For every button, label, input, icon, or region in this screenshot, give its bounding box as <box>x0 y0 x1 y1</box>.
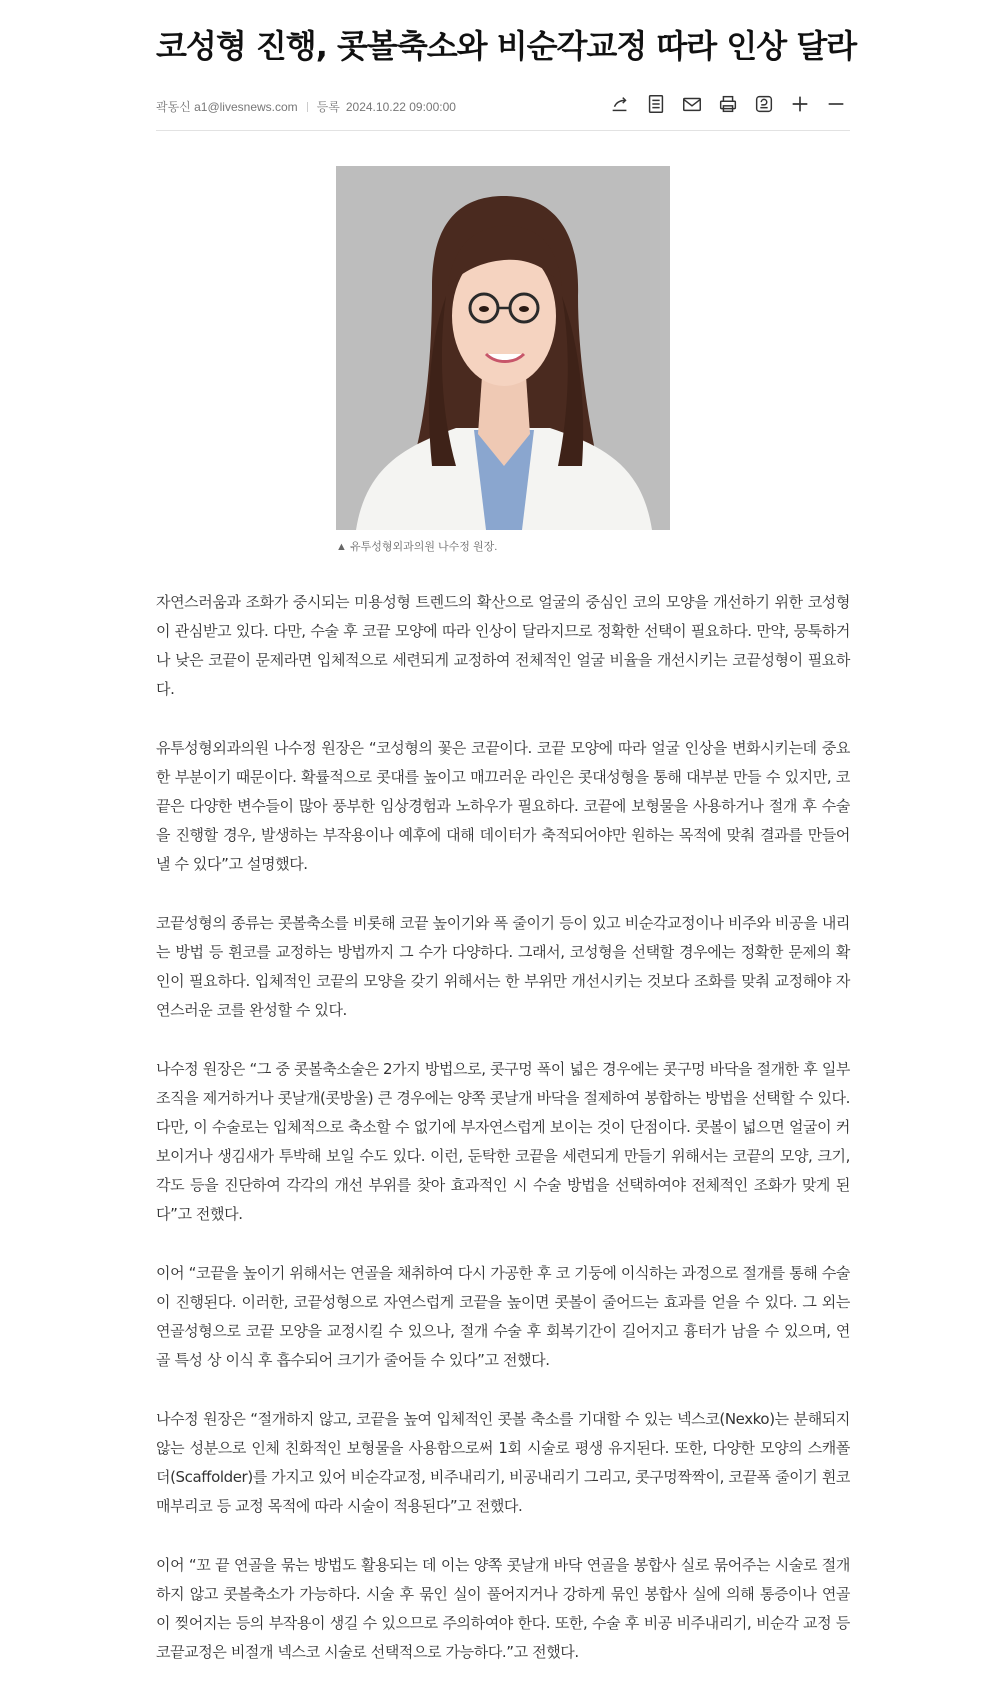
print-icon[interactable] <box>714 90 742 118</box>
paragraph: 나수정 원장은 “절개하지 않고, 코끝을 높여 입체적인 콧볼 축소를 기대할 수 있는 넥스코(Nexko)는 분해되지 않는 성분으로 인체 친화적인 보형물을 사용함으로써 1회 시술로 평생 유지된다. 또한, 다양한 모양의 스캐폴더(Scaffolder)를 가지고 있어 비순각교정, 비주내리기, 비공내리기 그리고, 콧구멍짝짝이, 코끝폭 줄이기 휜코 매부리코 등 교정 목적에 따라 시술이 적용된다”고 전했다. <box>156 1410 850 1515</box>
paragraph: 이어 “코끝을 높이기 위해서는 연골을 채취하여 다시 가공한 후 코 기둥에 이식하는 과정으로 절개를 통해 수술이 진행된다. 이러한, 코끝성형으로 자연스럽게 코끝을 높이면 콧볼이 줄어드는 효과를 얻을 수 있다. 그 외는 연골성형으로 코끝 모양을 교정시킬 수 있으나, 절개 수술 후 회복기간이 길어지고 흉터가 남을 수 있으며, 연골 특성 상 이식 후 흡수되어 크기가 줄어들 수 있다”고 전했다. <box>156 1264 850 1369</box>
paragraph: 코끝성형의 종류는 콧볼축소를 비롯해 코끝 높이기와 폭 줄이기 등이 있고 비순각교정이나 비주와 비공을 내리는 방법 등 휜코를 교정하는 방법까지 그 수가 다양하다. 그래서, 코성형을 선택할 경우에는 정확한 문제의 확인이 필요하다. 입체적인 코끝의 모양을 갖기 위해서는 한 부위만 개선시키는 것보다 조화를 맞춰 교정해야 자연스러운 코를 완성할 수 있다. <box>156 914 850 1019</box>
divider <box>307 102 308 112</box>
font-decrease-icon[interactable] <box>822 90 850 118</box>
publish-date: 2024.10.22 09:00:00 <box>345 100 456 114</box>
email-icon[interactable] <box>678 90 706 118</box>
paragraph: 이어 “꼬 끝 연골을 묶는 방법도 활용되는 데 이는 양쪽 콧날개 바닥 연골을 봉합사 실로 묶어주는 시술로 절개하지 않고 콧볼축소가 가능하다. 시술 후 묶인 실이 풀어지거나 강하게 묶인 봉합사 실에 의해 통증이나 연골 이 찢어지는 등의 부작용이 생길 수 있으므로 주의하여야 한다. 또한, 수술 후 비공 비주내리기, 비순각 교정 등 코끝교정은 비절개 넥스코 시술로 선택적으로 가능하다.”고 전했다. <box>156 1556 850 1661</box>
paragraph: 유투성형외과의원 나수정 원장은 “코성형의 꽃은 코끝이다. 코끝 모양에 따라 얼굴 인상을 변화시키는데 중요한 부분이기 때문이다. 확률적으로 콧대를 높이고 매끄러운 라인은 콧대성형을 통해 대부분 만들 수 있지만, 코끝은 다양한 변수들이 많아 풍부한 임상경험과 노하우가 필요하다. 코끝에 보형물을 사용하거나 절개 후 수술을 진행할 경우, 발생하는 부작용이나 예후에 대해 데이터가 축적되어야만 원하는 목적에 맞춰 결과를 만들어 낼 수 있다”고 설명했다. <box>156 739 850 873</box>
paragraph: 나수정 원장은 “그 중 콧볼축소술은 2가지 방법으로, 콧구멍 폭이 넓은 경우에는 콧구멍 바닥을 절개한 후 일부 조직을 제거하거나 콧날개(콧방울) 큰 경우에는 양쪽 콧날개 바닥을 절제하여 봉합하는 방법을 선택할 수 있다. 다만, 이 수술로는 입체적으로 축소할 수 없기에 부자연스럽게 보이는 것이 단점이다. 콧볼이 넓으면 얼굴이 커 보이거나 생김새가 투박해 보일 수도 있다. 이런, 둔탁한 코끝을 세련되게 만들기 위해서는 코끝의 모양, 크기, 각도 등을 진단하여 각각의 개선 부위를 찾아 효과적인 시 수술 방법을 선택하여야 전체적인 조화가 맞게 된다”고 전했다. <box>156 1060 850 1223</box>
font-increase-icon[interactable] <box>786 90 814 118</box>
article-list-icon[interactable] <box>642 90 670 118</box>
date-label: 등록 <box>316 100 340 114</box>
portrait-photo <box>336 166 670 530</box>
article-toolbar <box>606 90 850 118</box>
share-icon[interactable] <box>606 90 634 118</box>
photo-caption: ▲ 유투성형외과의원 나수정 원장. <box>336 541 498 553</box>
article-title: 코성형 진행, 콧볼축소와 비순각교정 따라 인상 달라 <box>156 27 857 65</box>
article-info <box>156 98 456 115</box>
paragraph: 자연스러움과 조화가 중시되는 미용성형 트렌드의 확산으로 얼굴의 중심인 코의 모양을 개선하기 위한 코성형이 관심받고 있다. 다만, 수술 후 코끝 모양에 따라 인상이 달라지므로 정확한 선택이 필요하다. 만약, 뭉툭하거나 낮은 코끝이 문제라면 입체적으로 세련되게 교정하여 전체적인 얼굴 비율을 개선시키는 코끝성형이 필요하다. <box>156 593 850 698</box>
scrap-icon[interactable] <box>750 90 778 118</box>
byline: 곽동신 a1@livesnews.com <box>156 100 298 114</box>
article-figure <box>336 166 670 554</box>
article-body <box>156 588 850 1697</box>
article-meta-bar <box>156 90 850 131</box>
